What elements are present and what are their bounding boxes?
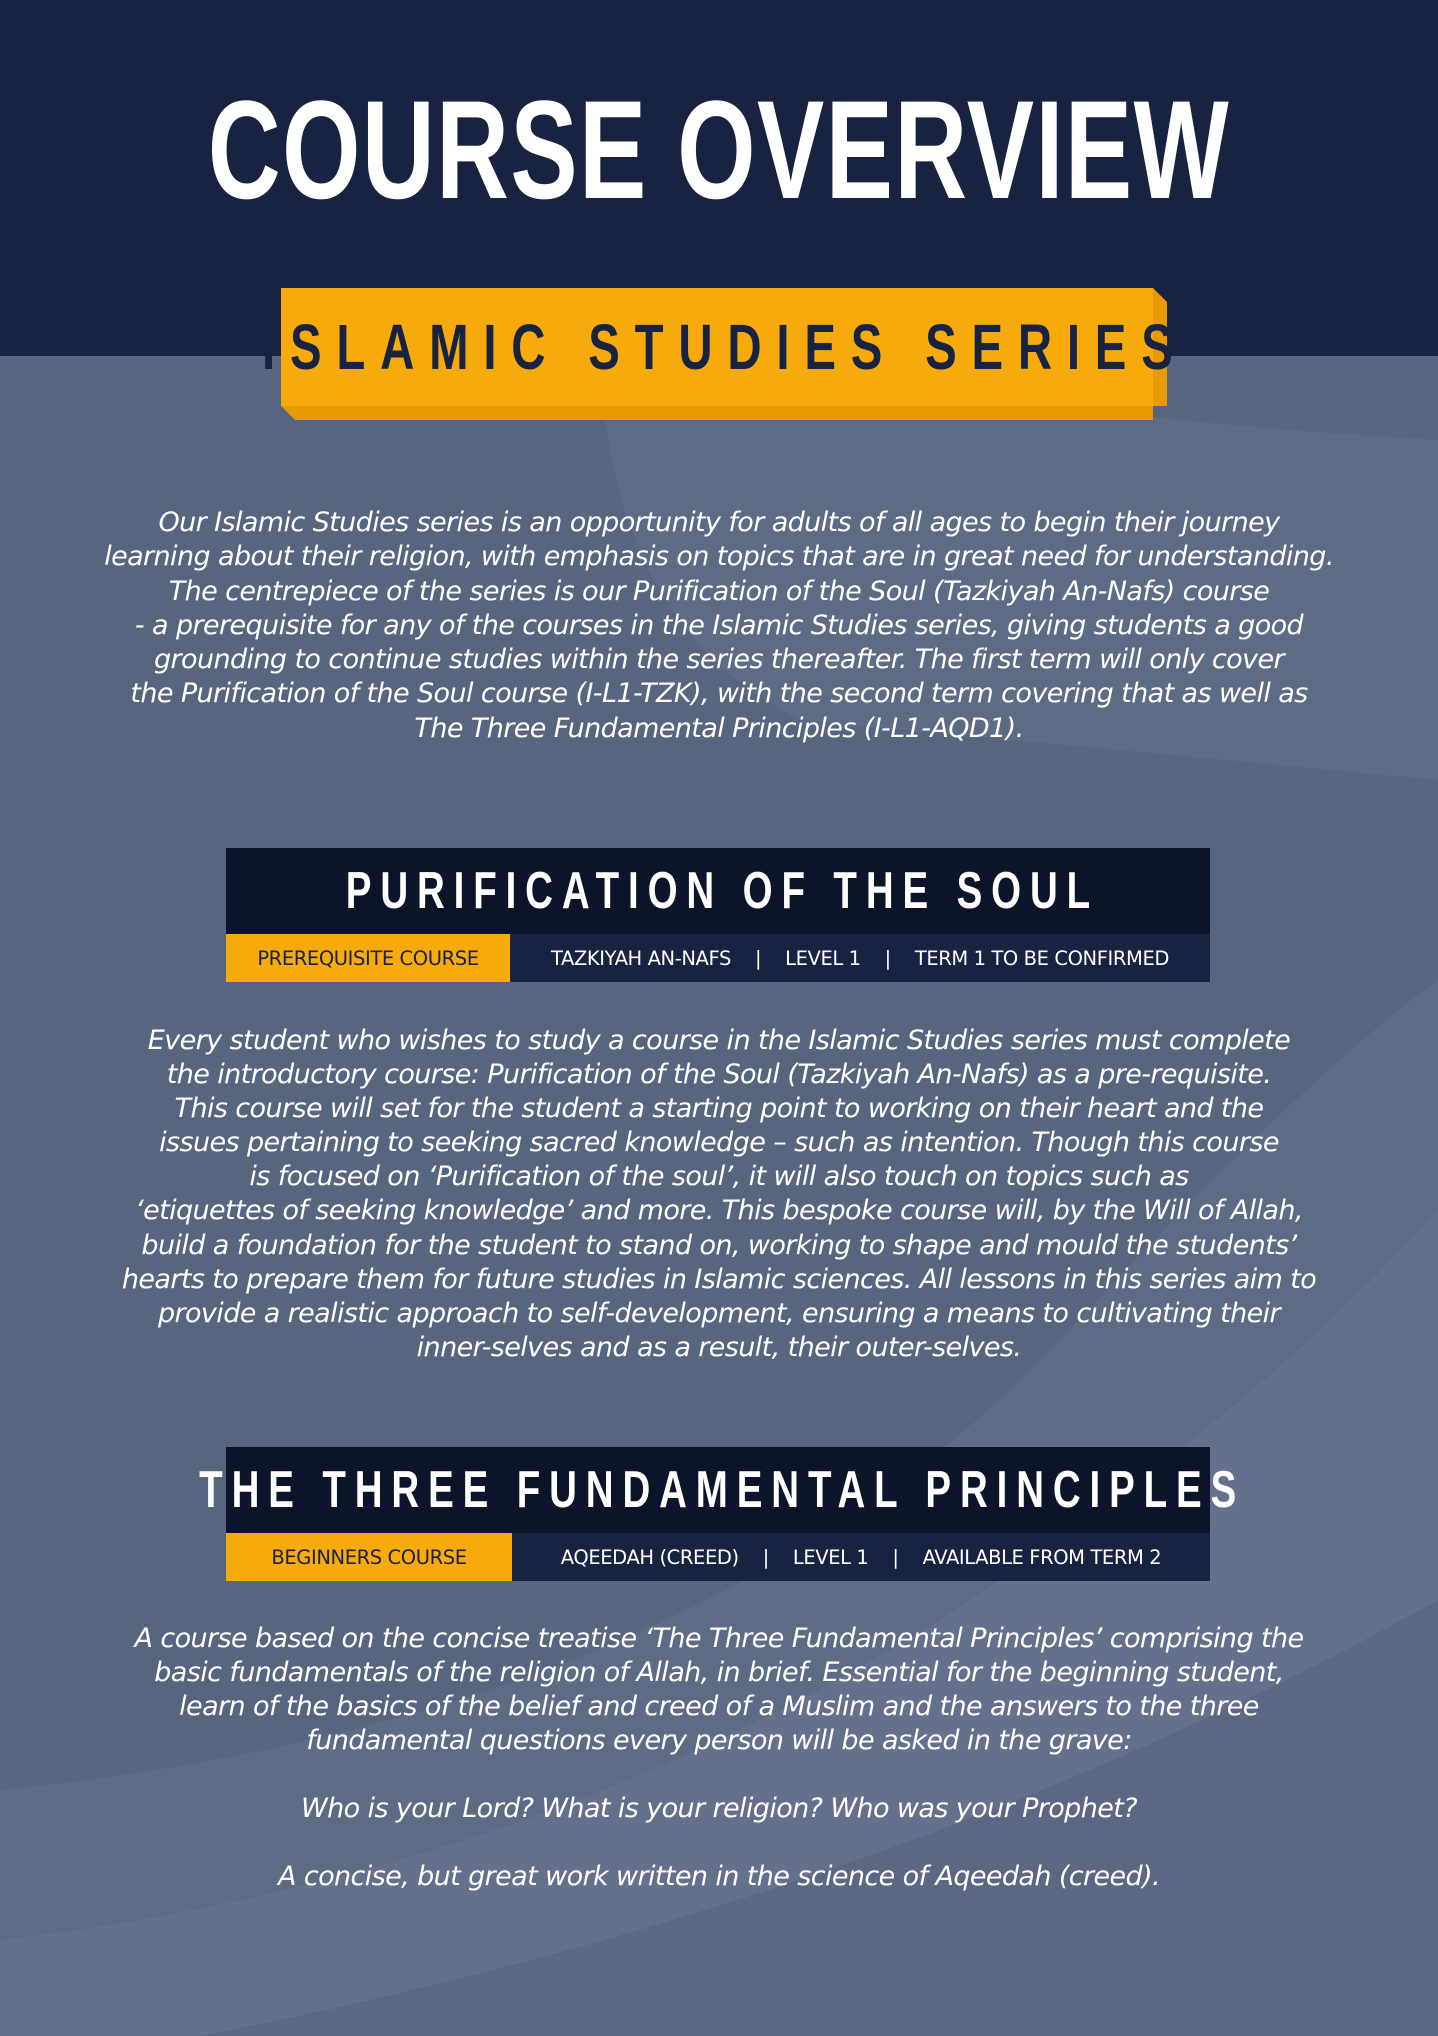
separator: |: [754, 946, 762, 970]
series-ribbon: [261, 288, 1188, 406]
text-line: issues pertaining to seeking sacred knowledge – such as intention. Though this course: [159, 1127, 1279, 1159]
text-line: basic fundamentals of the religion of Allah, in brief. Essential for the beginning student,: [154, 1657, 1284, 1689]
text-line: learn of the basics of the belief and creed of a Muslim and the answers to the three: [179, 1691, 1259, 1723]
course-header-purification: [226, 848, 1210, 982]
course-badge: BEGINNERS COURSE: [226, 1533, 512, 1581]
course-title-bar: [226, 848, 1210, 934]
course-description-three-principles: [80, 1622, 1358, 1929]
series-label: ISLAMIC STUDIES SERIES: [261, 311, 1188, 383]
text-line: This course will set for the student a starting point to working on their heart and the: [174, 1093, 1264, 1125]
ribbon-face: [261, 288, 1188, 406]
closing-line: A concise, but great work written in the science of Aqeedah (creed).: [277, 1861, 1161, 1893]
course-meta-bar: [226, 1533, 1210, 1581]
separator: |: [762, 1545, 769, 1569]
text-line: ‘etiquettes of seeking knowledge’ and more. This bespoke course will, by the Will of Allah,: [135, 1195, 1303, 1227]
course-details: [510, 934, 1210, 982]
text-line: the Purification of the Soul course (I-L1-TZK), with the second term covering that as well as: [130, 678, 1308, 710]
course-title-bar: [199, 1447, 1246, 1533]
intro-paragraph: [80, 506, 1358, 746]
text-line: - a prerequisite for any of the courses in the Islamic Studies series, giving students a good: [134, 609, 1304, 641]
text-line: fundamental questions every person will be asked in the grave:: [306, 1725, 1132, 1757]
course-availability: TERM 1 TO BE CONFIRMED: [914, 946, 1170, 970]
course-level: LEVEL 1: [792, 1545, 869, 1569]
course-level: LEVEL 1: [785, 946, 861, 970]
text-line: learning about their religion, with emphasis on topics that are in great need for understanding.: [104, 541, 1334, 573]
text-line: The centrepiece of the series is our Purification of the Soul (Tazkiyah An-Nafs) course: [168, 575, 1270, 607]
text-line: hearts to prepare them for future studies in Islamic sciences. All lessons in this series aim to: [121, 1263, 1317, 1295]
text-line: grounding to continue studies within the series thereafter. The first term will only cover: [153, 644, 1284, 676]
course-badge: PREREQUISITE COURSE: [226, 934, 510, 982]
course-meta-bar: [226, 934, 1210, 982]
page-title: COURSE OVERVIEW: [207, 71, 1231, 228]
description-paragraph: [80, 1622, 1358, 1758]
course-header-three-principles: [199, 1447, 1246, 1581]
text-line: A course based on the concise treatise ‘The Three Fundamental Principles’ comprising the: [134, 1623, 1304, 1654]
text-line: Every student who wishes to study a course in the Islamic Studies series must complete: [147, 1025, 1291, 1056]
text-line: is focused on ‘Purification of the soul’, it will also touch on topics such as: [249, 1161, 1189, 1193]
course-availability: AVAILABLE FROM TERM 2: [922, 1545, 1162, 1569]
course-title: THE THREE FUNDAMENTAL PRINCIPLES: [199, 1461, 1246, 1519]
course-subject: AQEEDAH (CREED): [560, 1545, 739, 1569]
text-line: build a foundation for the student to stand on, working to shape and mould the students’: [141, 1229, 1297, 1261]
course-description-purification: [80, 1024, 1358, 1365]
text-line: Our Islamic Studies series is an opportunity for adults of all ages to begin their journey: [158, 507, 1280, 538]
text-line: inner-selves and as a result, their outer-selves.: [416, 1331, 1022, 1363]
text-line: provide a realistic approach to self-development, ensuring a means to cultivating their: [157, 1297, 1281, 1329]
ribbon-shadow: [281, 406, 1153, 420]
questions-line: Who is your Lord? What is your religion? Who was your Prophet?: [301, 1793, 1137, 1825]
separator: |: [884, 946, 891, 970]
course-title: PURIFICATION OF THE SOUL: [345, 862, 1100, 920]
text-line: the introductory course: Purification of the Soul (Tazkiyah An-Nafs) as a pre-requisite.: [166, 1059, 1272, 1091]
course-subject: TAZKIYAH AN-NAFS: [550, 946, 731, 970]
separator: |: [892, 1545, 899, 1569]
text-line: The Three Fundamental Principles (I-L1-AQD1).: [414, 712, 1024, 744]
course-details: [512, 1533, 1210, 1581]
